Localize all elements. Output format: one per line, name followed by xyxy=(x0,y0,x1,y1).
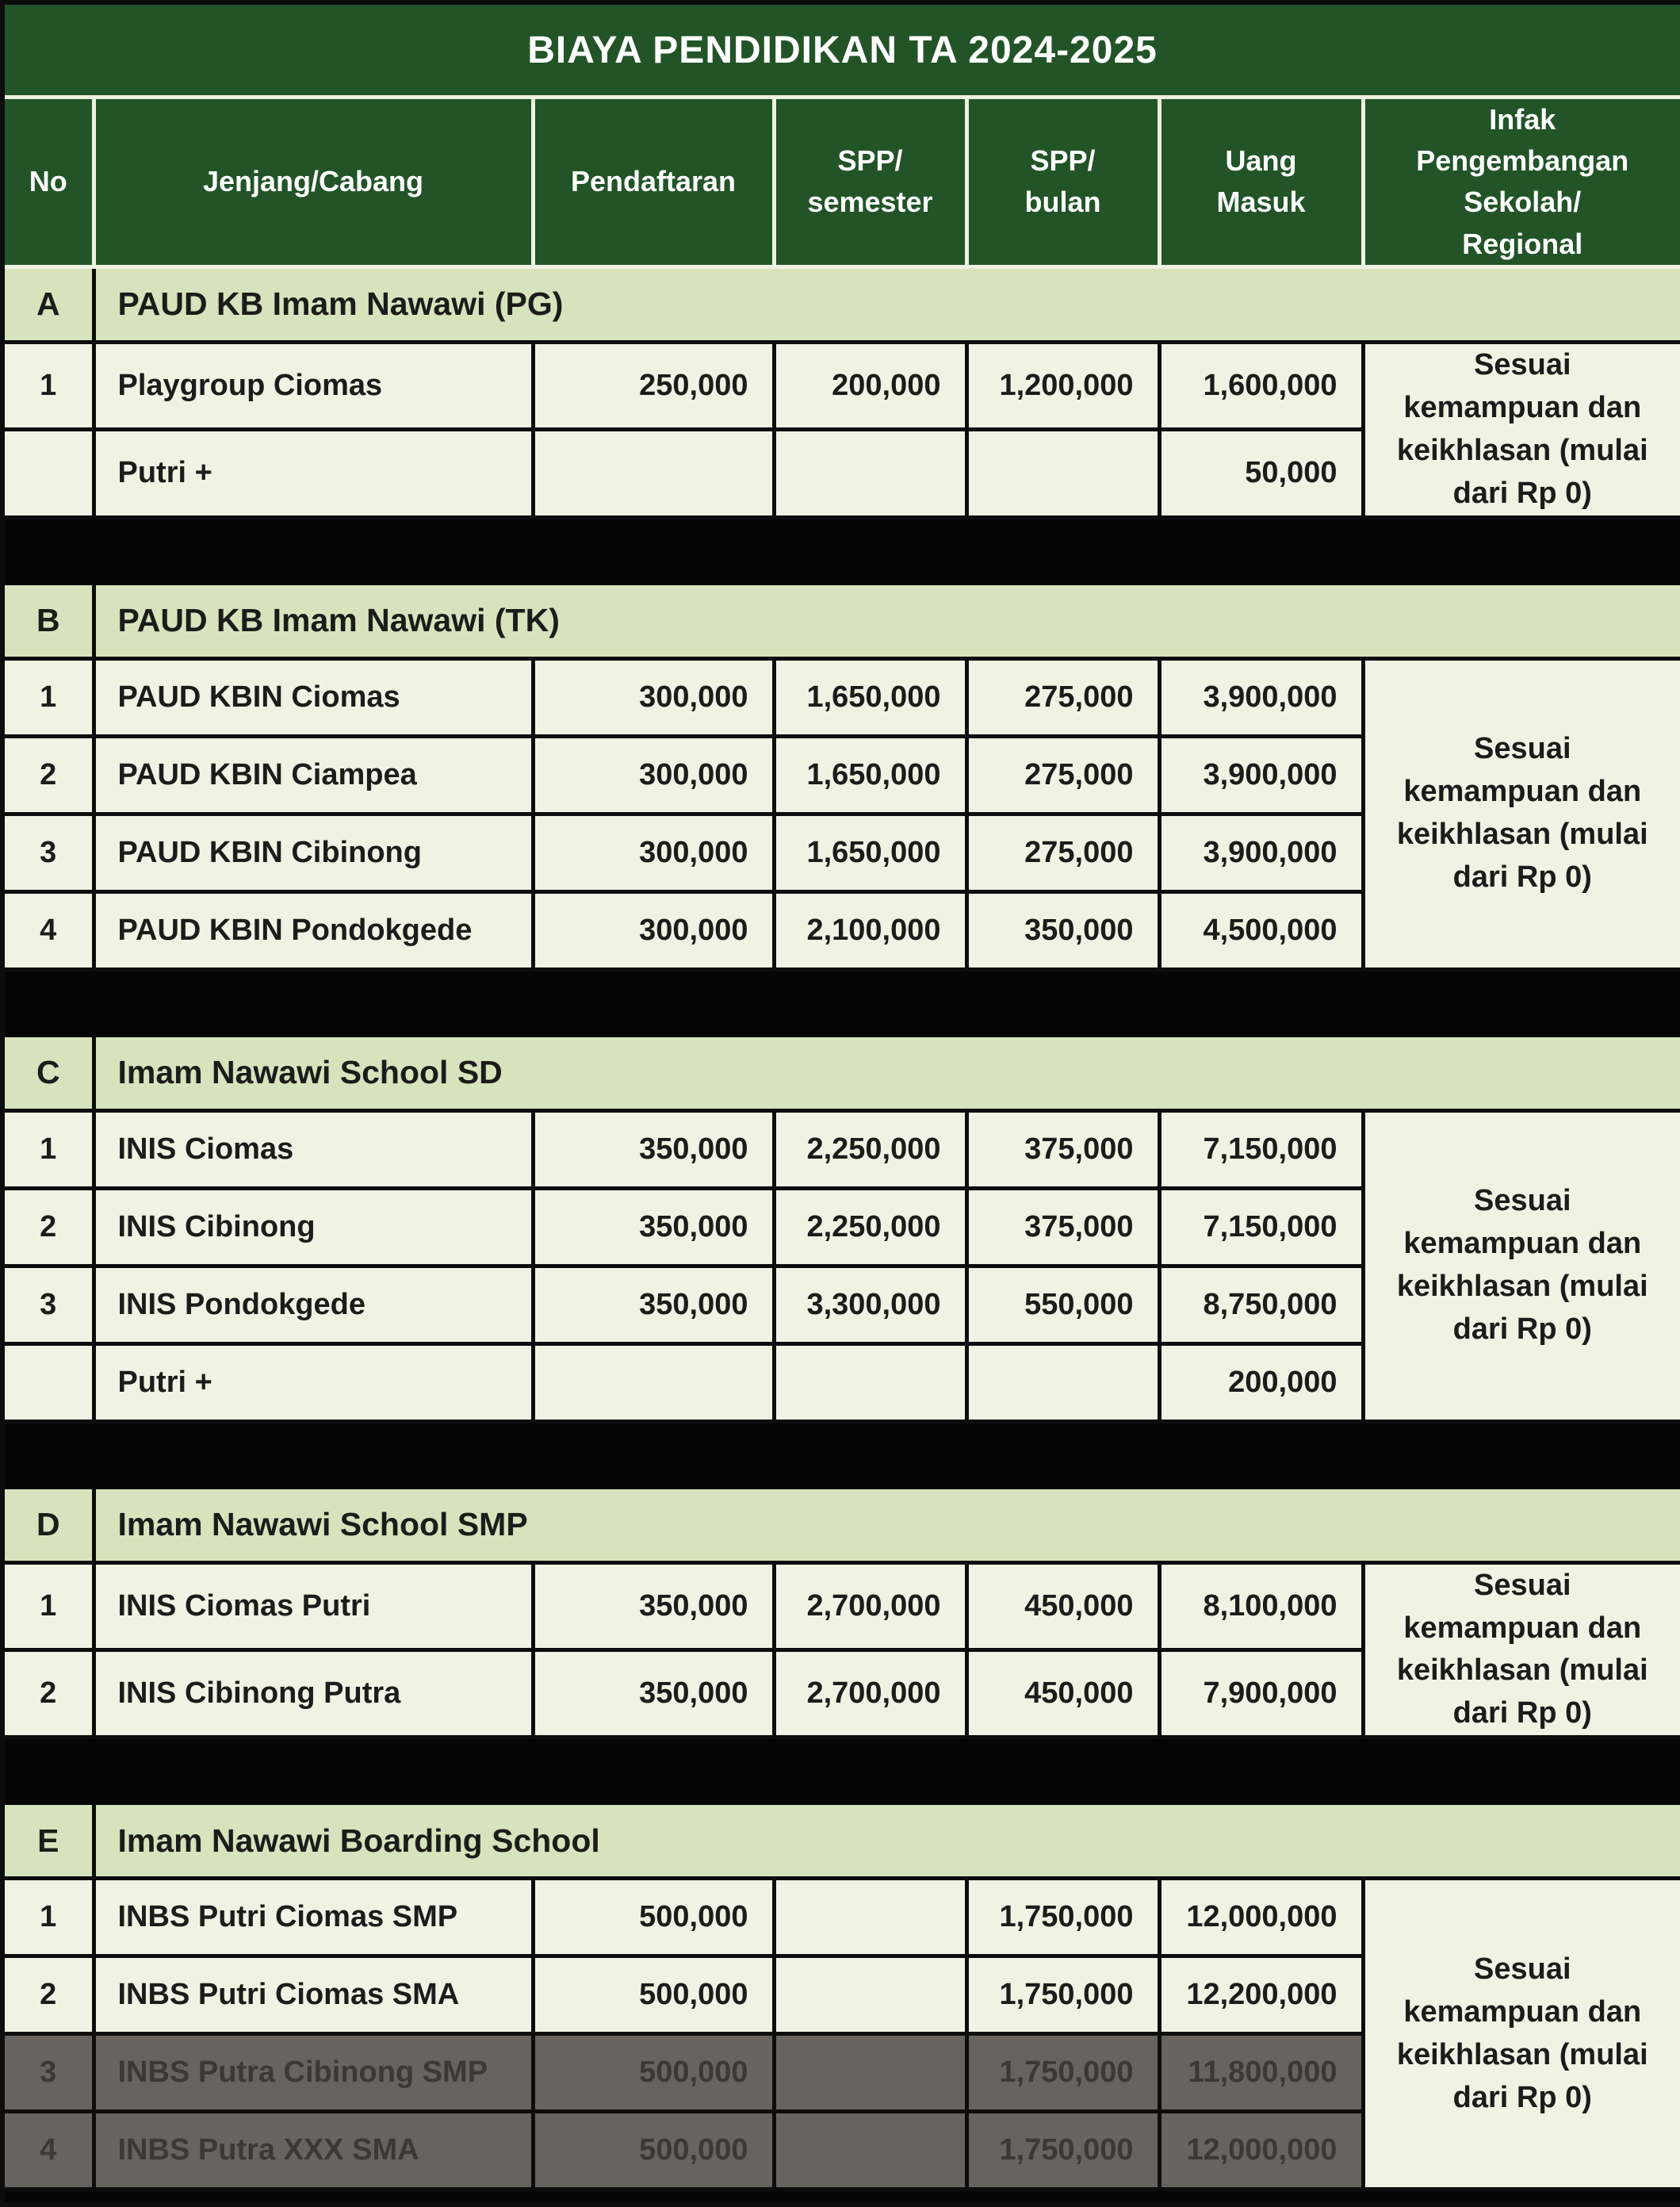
cell-pendaftaran xyxy=(533,430,774,517)
cell-uang-masuk: 3,900,000 xyxy=(1159,736,1363,814)
section-letter: B xyxy=(2,583,94,658)
cell-uang-masuk: 12,000,000 xyxy=(1159,2112,1363,2190)
cell-pendaftaran: 500,000 xyxy=(533,1879,774,1956)
cell-spp-semester xyxy=(774,430,966,517)
column-header-jenjang-cabang xyxy=(94,98,533,267)
cell-no xyxy=(2,1343,94,1421)
cell-uang-masuk: 7,150,000 xyxy=(1159,1188,1363,1266)
cell-no: 2 xyxy=(2,1188,94,1266)
table-row xyxy=(2,658,1680,736)
cell-jenjang: INBS Putri Ciomas SMP xyxy=(94,1879,533,1956)
cell-jenjang: INBS Putra XXX SMA xyxy=(94,2112,533,2190)
title-row xyxy=(2,2,1680,98)
cell-infak xyxy=(1363,658,1680,969)
cell-infak xyxy=(1363,342,1680,517)
cell-uang-masuk: 3,900,000 xyxy=(1159,658,1363,736)
cell-spp-semester: 2,100,000 xyxy=(774,891,966,969)
infak-note: Sesuai kemampuan dan keikhlasan (mulai dari Rp 0) xyxy=(1396,732,1648,895)
column-header-label: semester xyxy=(807,186,933,219)
cell-spp-semester xyxy=(774,1956,966,2034)
column-header-label: Masuk xyxy=(1216,186,1306,219)
cell-spp-bulan: 1,750,000 xyxy=(966,2112,1159,2190)
cell-jenjang: Putri + xyxy=(94,430,533,517)
column-header-label: Uang xyxy=(1225,144,1297,178)
cell-spp-semester xyxy=(774,1879,966,1956)
cell-uang-masuk: 11,800,000 xyxy=(1159,2034,1363,2112)
cell-spp-bulan: 375,000 xyxy=(966,1188,1159,1266)
cell-infak xyxy=(1363,1562,1680,1738)
cell-jenjang: INIS Cibinong xyxy=(94,1188,533,1266)
cell-uang-masuk: 50,000 xyxy=(1159,430,1363,517)
column-header-row xyxy=(2,98,1680,267)
cell-spp-bulan: 1,750,000 xyxy=(966,1879,1159,1956)
cell-jenjang: INIS Ciomas xyxy=(94,1110,533,1188)
cell-spp-bulan: 1,750,000 xyxy=(966,1956,1159,2034)
section-divider xyxy=(2,517,1680,583)
section-divider xyxy=(2,969,1680,1035)
cell-spp-bulan: 1,750,000 xyxy=(966,2034,1159,2112)
column-header-label: bulan xyxy=(1024,186,1101,219)
cell-uang-masuk: 12,000,000 xyxy=(1159,1879,1363,1956)
cell-jenjang: PAUD KBIN Pondokgede xyxy=(94,891,533,969)
section-c-header-row xyxy=(2,1035,1680,1110)
cell-infak xyxy=(1363,1879,1680,2190)
cell-no: 4 xyxy=(2,2112,94,2190)
section-letter: E xyxy=(2,1803,94,1879)
cell-pendaftaran: 350,000 xyxy=(533,1562,774,1650)
cell-pendaftaran: 500,000 xyxy=(533,2034,774,2112)
cell-jenjang: Playgroup Ciomas xyxy=(94,342,533,429)
column-header-label: Pengembangan xyxy=(1416,144,1629,178)
column-header-label: Regional xyxy=(1462,227,1583,260)
cell-no: 1 xyxy=(2,342,94,429)
cell-pendaftaran: 300,000 xyxy=(533,891,774,969)
cell-uang-masuk: 7,900,000 xyxy=(1159,1650,1363,1737)
cell-spp-bulan: 275,000 xyxy=(966,658,1159,736)
cell-jenjang: PAUD KBIN Ciampea xyxy=(94,736,533,814)
infak-note: Sesuai kemampuan dan keikhlasan (mulai dari Rp 0) xyxy=(1396,347,1648,510)
cell-uang-masuk: 200,000 xyxy=(1159,1343,1363,1421)
cell-spp-semester xyxy=(774,2112,966,2190)
cell-spp-bulan: 550,000 xyxy=(966,1266,1159,1343)
cell-no: 3 xyxy=(2,814,94,891)
column-header-label: No xyxy=(29,165,67,198)
cell-no: 2 xyxy=(2,1650,94,1737)
page-title: BIAYA PENDIDIKAN TA 2024-2025 xyxy=(2,2,1680,98)
infak-note: Sesuai kemampuan dan keikhlasan (mulai dari Rp 0) xyxy=(1396,1184,1648,1347)
cell-spp-semester: 2,250,000 xyxy=(774,1188,966,1266)
cell-jenjang: PAUD KBIN Cibinong xyxy=(94,814,533,891)
cell-pendaftaran: 250,000 xyxy=(533,342,774,429)
cell-spp-semester: 2,700,000 xyxy=(774,1562,966,1650)
cell-no: 1 xyxy=(2,658,94,736)
cell-spp-bulan: 350,000 xyxy=(966,891,1159,969)
cell-spp-semester: 2,700,000 xyxy=(774,1650,966,1737)
cell-uang-masuk: 4,500,000 xyxy=(1159,891,1363,969)
cell-uang-masuk: 7,150,000 xyxy=(1159,1110,1363,1188)
table-row xyxy=(2,1879,1680,1956)
cell-no: 2 xyxy=(2,1956,94,2034)
bottom-strip xyxy=(2,2190,1680,2205)
section-title: PAUD KB Imam Nawawi (TK) xyxy=(94,583,1680,658)
table-row xyxy=(2,1562,1680,1650)
cell-jenjang: INBS Putri Ciomas SMA xyxy=(94,1956,533,2034)
cell-uang-masuk: 8,750,000 xyxy=(1159,1266,1363,1343)
section-title: PAUD KB Imam Nawawi (PG) xyxy=(94,266,1680,342)
cell-pendaftaran: 350,000 xyxy=(533,1188,774,1266)
column-header-label: SPP/ xyxy=(837,144,903,178)
cell-spp-semester: 3,300,000 xyxy=(774,1266,966,1343)
section-divider xyxy=(2,1738,1680,1803)
table-row xyxy=(2,342,1680,429)
cell-spp-bulan: 450,000 xyxy=(966,1650,1159,1737)
section-b-header-row xyxy=(2,583,1680,658)
cell-spp-bulan: 275,000 xyxy=(966,736,1159,814)
table-row xyxy=(2,1110,1680,1188)
column-header-no xyxy=(2,98,94,267)
cell-pendaftaran: 500,000 xyxy=(533,1956,774,2034)
section-title: Imam Nawawi School SD xyxy=(94,1035,1680,1110)
column-header-infak xyxy=(1363,98,1680,267)
cell-spp-semester xyxy=(774,1343,966,1421)
column-header-label: Sekolah/ xyxy=(1464,186,1582,219)
cell-uang-masuk: 12,200,000 xyxy=(1159,1956,1363,2034)
section-a-header-row xyxy=(2,266,1680,342)
column-header-label: SPP/ xyxy=(1030,144,1096,178)
section-e-header-row xyxy=(2,1803,1680,1879)
section-d-header-row xyxy=(2,1487,1680,1562)
column-header-label: Pendaftaran xyxy=(570,165,737,198)
cell-uang-masuk: 3,900,000 xyxy=(1159,814,1363,891)
cell-no xyxy=(2,430,94,517)
cell-jenjang: INIS Ciomas Putri xyxy=(94,1562,533,1650)
cell-pendaftaran xyxy=(533,1343,774,1421)
cell-spp-bulan: 375,000 xyxy=(966,1110,1159,1188)
cell-no: 1 xyxy=(2,1879,94,1956)
infak-note: Sesuai kemampuan dan keikhlasan (mulai dari Rp 0) xyxy=(1396,1952,1648,2114)
cell-pendaftaran: 500,000 xyxy=(533,2112,774,2190)
cell-no: 1 xyxy=(2,1110,94,1188)
cell-uang-masuk: 8,100,000 xyxy=(1159,1562,1363,1650)
cell-infak xyxy=(1363,1110,1680,1421)
cell-uang-masuk: 1,600,000 xyxy=(1159,342,1363,429)
section-title: Imam Nawawi School SMP xyxy=(94,1487,1680,1562)
cell-spp-bulan: 1,200,000 xyxy=(966,342,1159,429)
column-header-spp-bulan xyxy=(966,98,1159,267)
cell-no: 3 xyxy=(2,1266,94,1343)
section-letter: C xyxy=(2,1035,94,1110)
cell-jenjang: PAUD KBIN Ciomas xyxy=(94,658,533,736)
cell-pendaftaran: 350,000 xyxy=(533,1110,774,1188)
cell-spp-semester: 1,650,000 xyxy=(774,814,966,891)
cell-pendaftaran: 350,000 xyxy=(533,1266,774,1343)
cell-pendaftaran: 350,000 xyxy=(533,1650,774,1737)
column-header-uang-masuk xyxy=(1159,98,1363,267)
cell-spp-semester: 1,650,000 xyxy=(774,736,966,814)
column-header-label: Jenjang/Cabang xyxy=(202,165,424,198)
section-title: Imam Nawawi Boarding School xyxy=(94,1803,1680,1879)
cell-no: 1 xyxy=(2,1562,94,1650)
cell-jenjang: INIS Cibinong Putra xyxy=(94,1650,533,1737)
cell-spp-semester xyxy=(774,2034,966,2112)
cell-spp-bulan: 275,000 xyxy=(966,814,1159,891)
cell-pendaftaran: 300,000 xyxy=(533,736,774,814)
cell-no: 3 xyxy=(2,2034,94,2112)
cell-jenjang: Putri + xyxy=(94,1343,533,1421)
cell-spp-semester: 2,250,000 xyxy=(774,1110,966,1188)
column-header-pendaftaran xyxy=(533,98,774,267)
cell-spp-semester: 200,000 xyxy=(774,342,966,429)
cell-pendaftaran: 300,000 xyxy=(533,658,774,736)
cell-spp-bulan xyxy=(966,1343,1159,1421)
cell-spp-bulan xyxy=(966,430,1159,517)
column-header-spp-semester xyxy=(774,98,966,267)
cell-pendaftaran: 300,000 xyxy=(533,814,774,891)
cell-jenjang: INIS Pondokgede xyxy=(94,1266,533,1343)
infak-note: Sesuai kemampuan dan keikhlasan (mulai dari Rp 0) xyxy=(1396,1568,1648,1730)
cell-spp-semester: 1,650,000 xyxy=(774,658,966,736)
cell-jenjang: INBS Putra Cibinong SMP xyxy=(94,2034,533,2112)
section-letter: A xyxy=(2,266,94,342)
cell-no: 2 xyxy=(2,736,94,814)
cell-spp-bulan: 450,000 xyxy=(966,1562,1159,1650)
section-divider xyxy=(2,1421,1680,1487)
column-header-label: Infak xyxy=(1489,103,1556,136)
cell-no: 4 xyxy=(2,891,94,969)
section-letter: D xyxy=(2,1487,94,1562)
